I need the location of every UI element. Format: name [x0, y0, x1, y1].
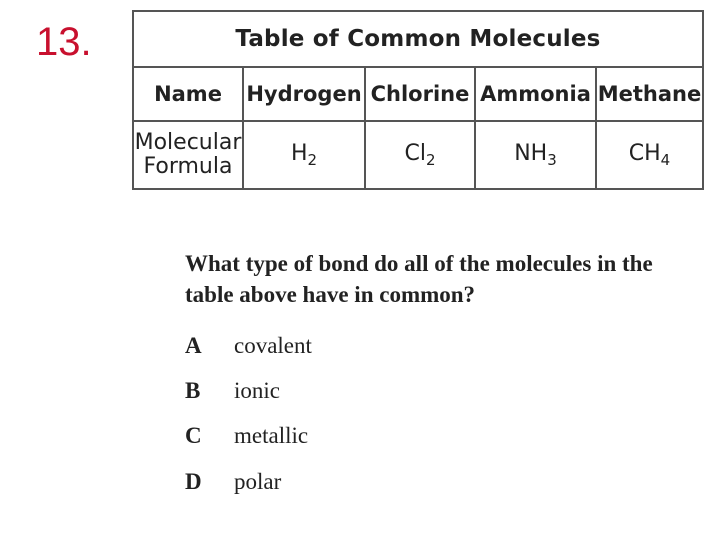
choice-letter: C: [185, 423, 202, 448]
choice-d[interactable]: [185, 469, 281, 495]
molecule-name-hydrogen: Hydrogen: [243, 67, 365, 121]
choice-b[interactable]: [185, 378, 280, 404]
choice-text: ionic: [234, 378, 280, 403]
choice-c[interactable]: [185, 423, 308, 449]
name-header: Name: [133, 67, 243, 121]
question-text: [185, 248, 720, 310]
question-line-1: What type of bond do all of the molecules in the: [185, 251, 653, 276]
formula-ammonia: $NH_3$: [475, 121, 596, 189]
formula-header: [133, 121, 243, 189]
choice-letter: A: [185, 333, 202, 358]
formula-header-line1: Molecular: [134, 130, 242, 155]
molecule-name-ammonia: Ammonia: [475, 67, 596, 121]
choice-text: metallic: [234, 423, 309, 448]
question-line-2: table above have in common?: [185, 282, 476, 307]
molecules-table: [132, 10, 704, 190]
choice-letter: D: [185, 469, 202, 494]
table-title: Table of Common Molecules: [133, 11, 703, 67]
choice-text: covalent: [234, 333, 312, 358]
molecule-name-methane: Methane: [596, 67, 703, 121]
question-number: 13.: [36, 20, 92, 64]
choice-text: polar: [234, 469, 282, 494]
choice-a[interactable]: [185, 333, 312, 359]
formula-methane: $CH_4$: [596, 121, 703, 189]
table-row: [133, 67, 703, 121]
formula-chlorine: $Cl_2$: [365, 121, 475, 189]
formula-header-line2: Formula: [143, 154, 233, 179]
table-row: [133, 121, 703, 189]
formula-hydrogen: $H_2$: [243, 121, 365, 189]
molecule-name-chlorine: Chlorine: [365, 67, 475, 121]
choice-letter: B: [185, 378, 201, 403]
